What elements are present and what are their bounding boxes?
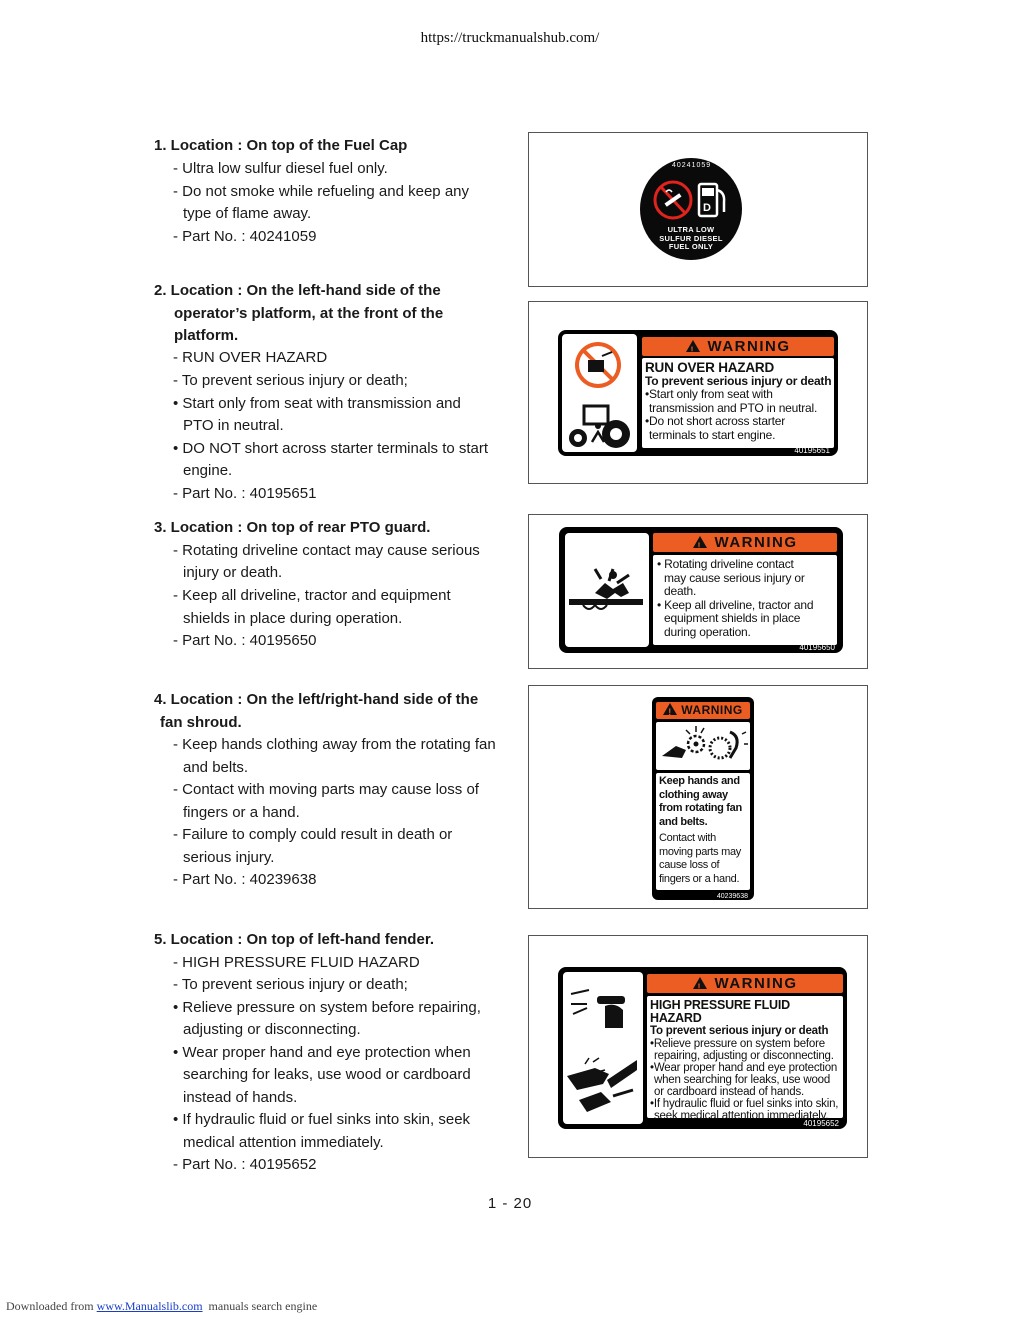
heading-line: 5. Location : On top of left-hand fender. [154, 931, 434, 948]
decal-text-line: • Rotating driveline contact [657, 557, 794, 571]
footer-suffix: manuals search engine [208, 1299, 318, 1313]
decal-text-line: cause loss of [659, 859, 720, 871]
warning-label: WARNING [714, 975, 798, 992]
decal-text-line: Contact with [659, 832, 716, 844]
item-1-line: type of flame away. [183, 205, 312, 222]
item-4-heading [154, 689, 514, 734]
decal-text-line: FUEL ONLY [668, 242, 714, 251]
decal-number: 40239638 [716, 893, 748, 900]
item-2-line: • DO NOT short across starter terminals to start [173, 440, 489, 457]
decal-text-line: terminals to start engine. [649, 427, 776, 442]
decal-text-line: ULTRA LOW [667, 225, 715, 234]
decal-number: 40195651 [794, 446, 830, 455]
run-over-decal [558, 330, 838, 456]
warning-label: WARNING [707, 338, 791, 355]
item-4-part-number: - Part No. : 40239638 [173, 871, 317, 888]
decal-text-panel [642, 358, 834, 448]
warning-triangle-icon [693, 977, 707, 989]
item-3-part-number: - Part No. : 40195650 [173, 632, 317, 649]
decal-text-line: moving parts may [659, 845, 742, 858]
decal-subtitle: To prevent serious injury or death [645, 373, 832, 388]
item-5-line: searching for leaks, use wood or cardboard [183, 1066, 471, 1083]
decal-title: RUN OVER HAZARD [645, 360, 775, 375]
item-5-heading [154, 929, 514, 952]
item-4-line: serious injury. [183, 849, 275, 866]
item-3-heading [154, 517, 514, 540]
item-4-line: fingers or a hand. [183, 804, 300, 821]
heading-line: 2. Location : On the left-hand side of the [154, 282, 441, 299]
item-5-line: - HIGH PRESSURE FLUID HAZARD [173, 954, 420, 971]
pto-decal [559, 527, 843, 653]
decal-text [650, 999, 843, 1122]
svg-text:D: D [703, 202, 711, 214]
decal-text-panel [647, 996, 843, 1122]
decal-text-line: •Start only from seat with [645, 387, 773, 401]
decal-text-line: when searching for leaks, use wood [654, 1074, 831, 1086]
decal-text-line: during operation. [664, 624, 751, 639]
decal-text-line: death. [664, 584, 697, 598]
decal-text-line: •Do not short across starter [645, 414, 785, 428]
decal-text-line: equipment shields in place [664, 611, 801, 625]
decal-number: 40195650 [799, 643, 835, 652]
decal-text-line: clothing away [659, 788, 728, 801]
warning-triangle-icon [686, 340, 700, 352]
pto-pictogram [565, 533, 649, 647]
warning-label: WARNING [714, 534, 798, 551]
item-5-line: medical attention immediately. [183, 1134, 384, 1151]
heading-line: 3. Location : On top of rear PTO guard. [154, 519, 431, 536]
decal-text-line: • Keep all driveline, tractor and [657, 597, 814, 612]
warning-label: WARNING [681, 703, 743, 717]
heading-line: operator’s platform, at the front of the [174, 304, 444, 322]
rotating-fan-hand-icon [656, 722, 750, 770]
decal-number: 40241059 [672, 162, 712, 169]
decal-text-line: transmission and PTO in neutral. [649, 400, 818, 415]
run-over-pictogram [562, 334, 637, 452]
warning-banner [642, 337, 834, 356]
decal-text [657, 558, 837, 639]
fuel-cap-text [640, 226, 742, 252]
item-5-line: - To prevent serious injury or death; [173, 976, 408, 993]
warning-banner [647, 974, 843, 993]
decal-text-line: fingers or a hand. [659, 872, 740, 885]
no-smoking-fuel-pump-icon [652, 178, 732, 224]
item-1-part-number: - Part No. : 40241059 [173, 228, 317, 245]
decal-subtitle: To prevent serious injury or death [650, 1025, 829, 1037]
manualslib-link[interactable]: www.Manualslib.com [96, 1299, 203, 1313]
decal-text-line: may cause serious injury or [664, 570, 805, 585]
item-5-part-number: - Part No. : 40195652 [173, 1156, 317, 1173]
item-2-line: • Start only from seat with transmission and [173, 395, 461, 412]
decal-text-panel [653, 555, 837, 645]
decal-title: HIGH PRESSURE FLUID HAZARD [650, 998, 790, 1025]
decal-text-line: and belts. [659, 815, 708, 828]
tractor-run-over-icon [562, 396, 637, 452]
item-4-line: - Failure to comply could result in death or [173, 826, 453, 843]
fuel-cap-decal [640, 158, 742, 260]
item-3-line: - Rotating driveline contact may cause serious [173, 542, 480, 559]
item-5-line: • Wear proper hand and eye protection when [173, 1044, 471, 1061]
decal-text-line: Keep hands and [659, 775, 740, 787]
decal-text [645, 361, 833, 442]
page-number: 1 - 20 [487, 1195, 533, 1212]
fan-decal [652, 697, 754, 900]
item-2-line: - RUN OVER HAZARD [173, 349, 328, 366]
item-3-line: - Keep all driveline, tractor and equipment [173, 587, 451, 604]
decal-text-line: from rotating fan [659, 802, 742, 814]
heading-line: 1. Location : On top of the Fuel Cap [154, 137, 408, 154]
rotating-driveline-entanglement-icon [565, 533, 649, 647]
item-2-line: PTO in neutral. [183, 417, 284, 434]
decal-text-line: or cardboard instead of hands. [654, 1086, 804, 1098]
item-2-heading [154, 280, 514, 348]
heading-line: fan shroud. [160, 713, 242, 731]
decal-number: 40195652 [803, 1119, 839, 1128]
decal-text-line: •If hydraulic fluid or fuel sinks into skin, [650, 1098, 839, 1110]
item-2-line: - To prevent serious injury or death; [173, 372, 408, 389]
item-4-line: and belts. [183, 759, 249, 776]
footer-prefix: Downloaded from [6, 1299, 94, 1313]
item-2-line: engine. [183, 462, 233, 479]
decal-text-panel [656, 773, 750, 890]
decal-text-line: •Wear proper hand and eye protection [650, 1062, 838, 1074]
heading-line: 4. Location : On the left/right-hand side of the [154, 691, 479, 708]
warning-banner [656, 702, 750, 719]
fluid-injection-hand-icon [563, 1050, 643, 1124]
fluid-pictogram [563, 972, 643, 1124]
decal-text-line: repairing, adjusting or disconnecting. [654, 1050, 834, 1062]
fluid-decal [558, 967, 847, 1129]
source-url[interactable]: https://truckmanualshub.com/ [420, 30, 600, 46]
item-5-line: instead of hands. [183, 1089, 298, 1106]
item-1-line: - Do not smoke while refueling and keep any [173, 183, 470, 200]
decal-text-line: seek medical attention immediately. [654, 1110, 829, 1122]
decal-text-line: •Relieve pressure on system before [650, 1038, 825, 1050]
item-5-line: • Relieve pressure on system before repairing, [173, 999, 481, 1016]
item-3-line: injury or death. [183, 564, 283, 581]
heading-line: platform. [174, 327, 239, 344]
item-4-line: - Keep hands clothing away from the rotating fan [173, 736, 496, 753]
item-5-line: • If hydraulic fluid or fuel sinks into skin, seek [173, 1111, 471, 1128]
item-2-part-number: - Part No. : 40195651 [173, 485, 317, 502]
item-5-line: adjusting or disconnecting. [183, 1021, 361, 1038]
warning-banner [653, 533, 837, 552]
item-3-line: shields in place during operation. [183, 610, 403, 627]
item-1-line: - Ultra low sulfur diesel fuel only. [173, 160, 388, 177]
footer [6, 1299, 317, 1314]
warning-triangle-icon [693, 536, 707, 548]
warning-triangle-icon [663, 703, 677, 715]
item-4-line: - Contact with moving parts may cause loss of [173, 781, 479, 798]
item-1-heading [154, 135, 514, 158]
fan-pictogram [656, 722, 750, 770]
decal-text [659, 775, 751, 886]
decal-text-line: SULFUR DIESEL [659, 233, 723, 243]
